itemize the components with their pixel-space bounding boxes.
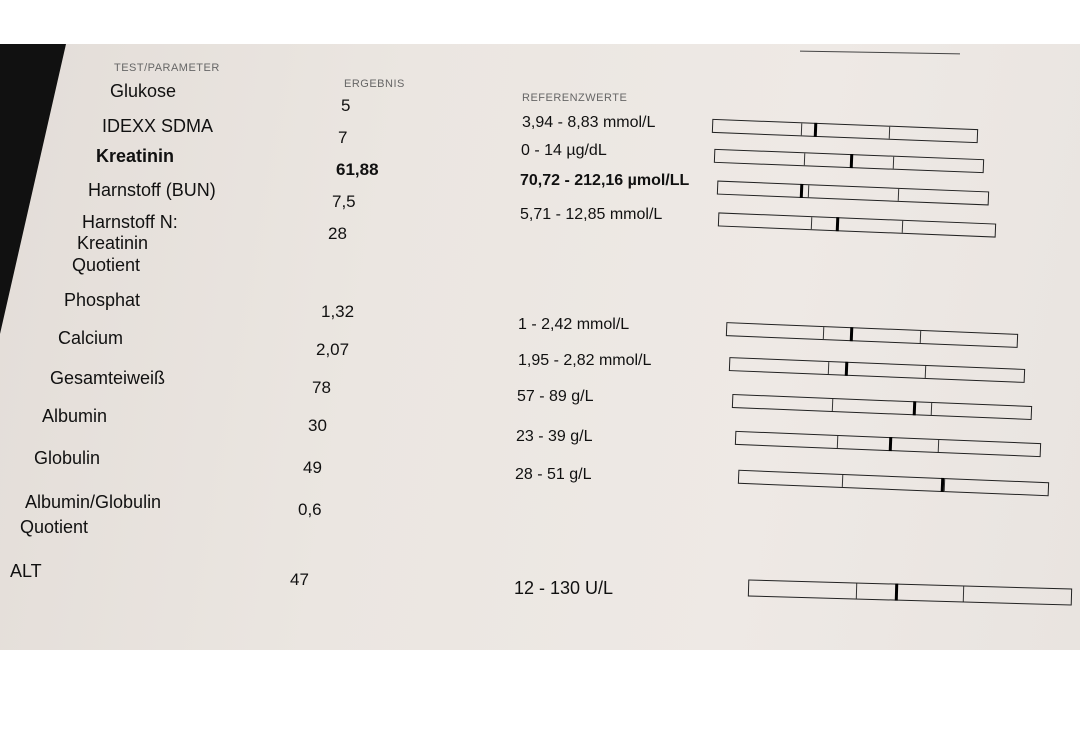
- range-bar-divider: [931, 403, 932, 415]
- test-name: Albumin/Globulin: [25, 492, 162, 512]
- reference-range: 3,94 - 8,83 mmol/L: [522, 114, 656, 131]
- test-result: 30: [308, 416, 327, 435]
- test-name: Glukose: [110, 81, 177, 101]
- test-name: Globulin: [34, 448, 101, 468]
- test-result: 5: [341, 96, 351, 115]
- range-bar-divider: [925, 366, 926, 378]
- range-bar-divider: [842, 475, 843, 487]
- range-bar-divider: [893, 157, 894, 169]
- test-name: ALT: [10, 561, 42, 581]
- range-bar-divider: [898, 189, 899, 201]
- range-bar: [738, 470, 1049, 496]
- reference-range: 5,71 - 12,85 mmol/L: [520, 206, 663, 223]
- test-name: Albumin: [42, 406, 108, 426]
- range-bar: [729, 357, 1025, 383]
- test-name: IDEXX SDMA: [102, 116, 214, 136]
- range-bar: [735, 431, 1041, 457]
- test-name: Phosphat: [64, 290, 141, 310]
- result-marker: [814, 123, 818, 137]
- test-result: 49: [303, 458, 322, 477]
- result-marker: [800, 184, 804, 198]
- reference-range: 12 - 130 U/L: [514, 578, 614, 598]
- reference-range: 70,72 - 212,16 µmol/LL: [520, 172, 690, 189]
- test-result: 1,32: [321, 302, 355, 321]
- range-bar-divider: [811, 217, 812, 229]
- test-name: Calcium: [58, 328, 124, 348]
- range-bar-divider: [920, 331, 921, 343]
- range-bar: [718, 212, 996, 237]
- range-bar-divider: [938, 440, 939, 452]
- range-bar-divider: [808, 185, 809, 197]
- test-name: Harnstoff N:: [82, 212, 178, 232]
- test-name-line3: Quotient: [72, 255, 141, 275]
- result-marker: [845, 362, 849, 376]
- lab-report-photo: [0, 44, 1080, 650]
- test-name: Gesamteiweiß: [50, 368, 166, 388]
- result-marker: [850, 327, 854, 341]
- range-bar: [712, 119, 978, 143]
- header-reference: REFERENZWERTE: [522, 92, 628, 104]
- test-result: 61,88: [336, 160, 379, 179]
- test-name-line2: Quotient: [20, 517, 89, 537]
- test-result: 7,5: [332, 192, 356, 211]
- reference-range: 57 - 89 g/L: [517, 388, 594, 405]
- reference-range: 0 - 14 µg/dL: [521, 142, 607, 159]
- test-name: Kreatinin: [96, 146, 175, 166]
- result-marker: [941, 478, 945, 492]
- test-name-line2: Kreatinin: [77, 233, 149, 253]
- reference-range: 28 - 51 g/L: [515, 466, 592, 483]
- range-bar: [726, 322, 1018, 348]
- test-result: 2,07: [316, 340, 350, 359]
- test-name: Harnstoff (BUN): [88, 180, 216, 200]
- header-test: TEST/PARAMETER: [114, 62, 220, 74]
- result-marker: [889, 437, 893, 451]
- result-marker: [836, 217, 840, 231]
- range-bar-divider: [823, 327, 824, 339]
- range-bar-divider: [837, 436, 838, 448]
- header-result: ERGEBNIS: [344, 78, 405, 90]
- range-bar-divider: [832, 399, 833, 411]
- range-bar: [748, 579, 1072, 605]
- reference-range: 1,95 - 2,82 mmol/L: [518, 352, 652, 369]
- result-marker: [913, 401, 917, 415]
- test-result: 0,6: [298, 500, 322, 519]
- range-bar: [714, 149, 984, 173]
- range-bar-divider: [889, 127, 890, 139]
- reference-range: 23 - 39 g/L: [516, 428, 593, 445]
- range-bar: [732, 394, 1032, 420]
- result-marker: [895, 584, 898, 601]
- test-result: 47: [290, 570, 309, 589]
- range-bar-divider: [828, 362, 829, 374]
- range-bar-divider: [801, 123, 802, 135]
- reference-range: 1 - 2,42 mmol/L: [518, 316, 630, 333]
- range-bar: [717, 181, 989, 206]
- range-bar-divider: [963, 586, 964, 601]
- test-result: 78: [312, 378, 331, 397]
- test-result: 7: [338, 128, 348, 147]
- test-result: 28: [328, 224, 347, 243]
- range-bar-divider: [856, 583, 857, 598]
- result-marker: [850, 154, 854, 168]
- range-bar-divider: [902, 221, 903, 233]
- lab-results-sheet: [0, 44, 1080, 650]
- range-bar-divider: [804, 153, 805, 165]
